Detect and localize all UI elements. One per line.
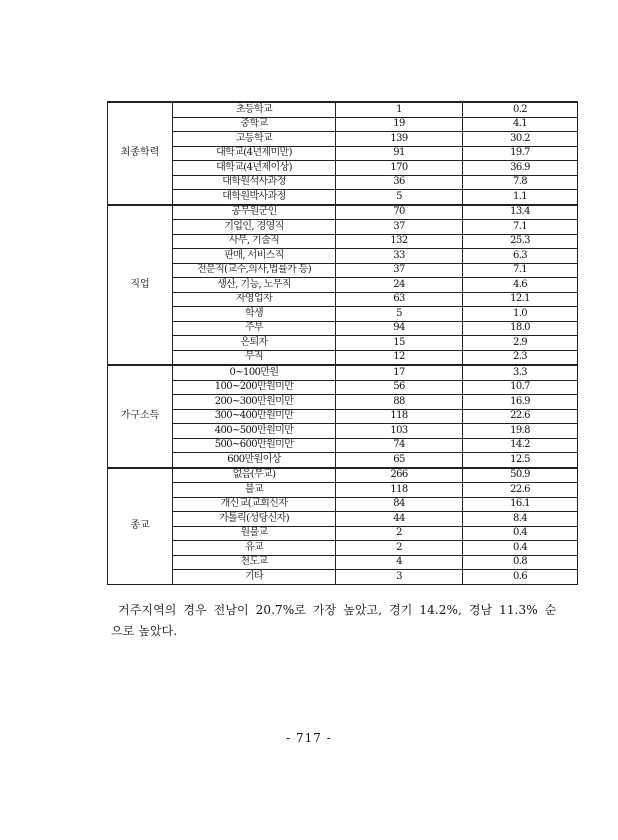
count-cell: 84	[336, 497, 463, 512]
percent-cell: 1.0	[463, 307, 578, 322]
percent-cell: 13.4	[463, 205, 578, 220]
table-row	[108, 365, 578, 380]
count-cell: 118	[336, 409, 463, 424]
table-row	[108, 278, 578, 293]
count-cell: 44	[336, 512, 463, 527]
percent-cell: 3.3	[463, 365, 578, 380]
table-row	[108, 555, 578, 570]
table-group	[108, 468, 578, 585]
item-cell: 대학교(4년제이상)	[173, 161, 336, 176]
count-cell: 266	[336, 468, 463, 483]
percent-cell: 2.3	[463, 350, 578, 365]
count-cell: 74	[336, 438, 463, 453]
count-cell: 24	[336, 278, 463, 293]
count-cell: 170	[336, 161, 463, 176]
table-row	[108, 336, 578, 351]
percent-cell: 25.3	[463, 234, 578, 249]
percent-cell: 2.9	[463, 336, 578, 351]
table-row	[108, 321, 578, 336]
percent-cell: 16.1	[463, 497, 578, 512]
body-paragraph	[111, 600, 578, 642]
table-row	[108, 117, 578, 132]
table-row	[108, 190, 578, 205]
item-cell: 200~300만원미만	[173, 395, 336, 410]
percent-cell: 14.2	[463, 438, 578, 453]
table-row	[108, 132, 578, 147]
item-cell: 300~400만원미만	[173, 409, 336, 424]
item-cell: 유교	[173, 541, 336, 556]
percent-cell: 10.7	[463, 380, 578, 395]
table-row	[108, 395, 578, 410]
count-cell: 19	[336, 117, 463, 132]
item-cell: 은퇴자	[173, 336, 336, 351]
table-row	[108, 220, 578, 235]
item-cell: 생산, 기능, 노무직	[173, 278, 336, 293]
table-row	[108, 292, 578, 307]
count-cell: 65	[336, 453, 463, 468]
page-number: - 717 -	[286, 731, 332, 745]
table-row	[108, 424, 578, 439]
percent-cell: 19.7	[463, 146, 578, 161]
percent-cell: 8.4	[463, 512, 578, 527]
category-cell: 최종학력	[108, 102, 173, 205]
item-cell: 학생	[173, 307, 336, 322]
table-group	[108, 205, 578, 366]
item-cell: 개신교(교회신자	[173, 497, 336, 512]
table-row	[108, 541, 578, 556]
category-cell: 직업	[108, 205, 173, 366]
percent-cell: 4.6	[463, 278, 578, 293]
count-cell: 15	[336, 336, 463, 351]
count-cell: 1	[336, 102, 463, 117]
table-row	[108, 102, 578, 117]
table-row	[108, 468, 578, 483]
count-cell: 132	[336, 234, 463, 249]
count-cell: 4	[336, 555, 463, 570]
paragraph-line: 거주지역의 경우 전남이 20.7%로 가장 높았고, 경기 14.2%, 경남 11.3% 순	[118, 603, 557, 617]
table-row	[108, 380, 578, 395]
percent-cell: 0.8	[463, 555, 578, 570]
category-cell: 종교	[108, 468, 173, 585]
count-cell: 56	[336, 380, 463, 395]
item-cell: 중학교	[173, 117, 336, 132]
percent-cell: 0.2	[463, 102, 578, 117]
paragraph-line: 으로 높았다.	[111, 624, 178, 638]
count-cell: 37	[336, 263, 463, 278]
item-cell: 100~200만원미만	[173, 380, 336, 395]
table-row	[108, 249, 578, 264]
percent-cell: 4.1	[463, 117, 578, 132]
item-cell: 대학원박사과정	[173, 190, 336, 205]
table-row	[108, 409, 578, 424]
count-cell: 5	[336, 307, 463, 322]
count-cell: 118	[336, 483, 463, 498]
count-cell: 88	[336, 395, 463, 410]
count-cell: 36	[336, 175, 463, 190]
table-row	[108, 161, 578, 176]
table-row	[108, 205, 578, 220]
item-cell: 전문직(교수,의사,법률가 등)	[173, 263, 336, 278]
percent-cell: 12.5	[463, 453, 578, 468]
percent-cell: 6.3	[463, 249, 578, 264]
item-cell: 주부	[173, 321, 336, 336]
category-cell: 가구소득	[108, 365, 173, 468]
table-row	[108, 526, 578, 541]
item-cell: 400~500만원미만	[173, 424, 336, 439]
item-cell: 가톨릭(성당신자)	[173, 512, 336, 527]
item-cell: 대학원석사과정	[173, 175, 336, 190]
percent-cell: 50.9	[463, 468, 578, 483]
table-row	[108, 453, 578, 468]
table-row	[108, 512, 578, 527]
table-group	[108, 365, 578, 468]
count-cell: 70	[336, 205, 463, 220]
item-cell: 자영업자	[173, 292, 336, 307]
table-row	[108, 307, 578, 322]
percent-cell: 36.9	[463, 161, 578, 176]
table-group	[108, 102, 578, 205]
item-cell: 대학교(4년제미만)	[173, 146, 336, 161]
item-cell: 초등학교	[173, 102, 336, 117]
table-row	[108, 570, 578, 585]
table-row	[108, 263, 578, 278]
count-cell: 37	[336, 220, 463, 235]
item-cell: 공무원군인	[173, 205, 336, 220]
percent-cell: 16.9	[463, 395, 578, 410]
count-cell: 139	[336, 132, 463, 147]
percent-cell: 19.8	[463, 424, 578, 439]
count-cell: 63	[336, 292, 463, 307]
item-cell: 사무, 기술직	[173, 234, 336, 249]
item-cell: 600만원이상	[173, 453, 336, 468]
percent-cell: 7.1	[463, 220, 578, 235]
count-cell: 5	[336, 190, 463, 205]
percent-cell: 12.1	[463, 292, 578, 307]
percent-cell: 0.6	[463, 570, 578, 585]
item-cell: 고등학교	[173, 132, 336, 147]
item-cell: 500~600만원미만	[173, 438, 336, 453]
percent-cell: 1.1	[463, 190, 578, 205]
demographics-table	[107, 101, 578, 585]
item-cell: 천도교	[173, 555, 336, 570]
item-cell: 무직	[173, 350, 336, 365]
count-cell: 91	[336, 146, 463, 161]
table-row	[108, 350, 578, 365]
table-row	[108, 175, 578, 190]
percent-cell: 22.6	[463, 409, 578, 424]
percent-cell: 18.0	[463, 321, 578, 336]
count-cell: 33	[336, 249, 463, 264]
item-cell: 판매, 서비스직	[173, 249, 336, 264]
table-row	[108, 438, 578, 453]
count-cell: 103	[336, 424, 463, 439]
item-cell: 기타	[173, 570, 336, 585]
percent-cell: 30.2	[463, 132, 578, 147]
percent-cell: 0.4	[463, 526, 578, 541]
count-cell: 12	[336, 350, 463, 365]
count-cell: 94	[336, 321, 463, 336]
table-row	[108, 483, 578, 498]
table-row	[108, 234, 578, 249]
count-cell: 2	[336, 526, 463, 541]
item-cell: 0~100만원	[173, 365, 336, 380]
item-cell: 원불교	[173, 526, 336, 541]
count-cell: 2	[336, 541, 463, 556]
count-cell: 17	[336, 365, 463, 380]
percent-cell: 7.1	[463, 263, 578, 278]
count-cell: 3	[336, 570, 463, 585]
item-cell: 기업인, 경영직	[173, 220, 336, 235]
percent-cell: 0.4	[463, 541, 578, 556]
table-row	[108, 146, 578, 161]
percent-cell: 7.8	[463, 175, 578, 190]
item-cell: 없음(무교)	[173, 468, 336, 483]
percent-cell: 22.6	[463, 483, 578, 498]
table-row	[108, 497, 578, 512]
item-cell: 불교	[173, 483, 336, 498]
